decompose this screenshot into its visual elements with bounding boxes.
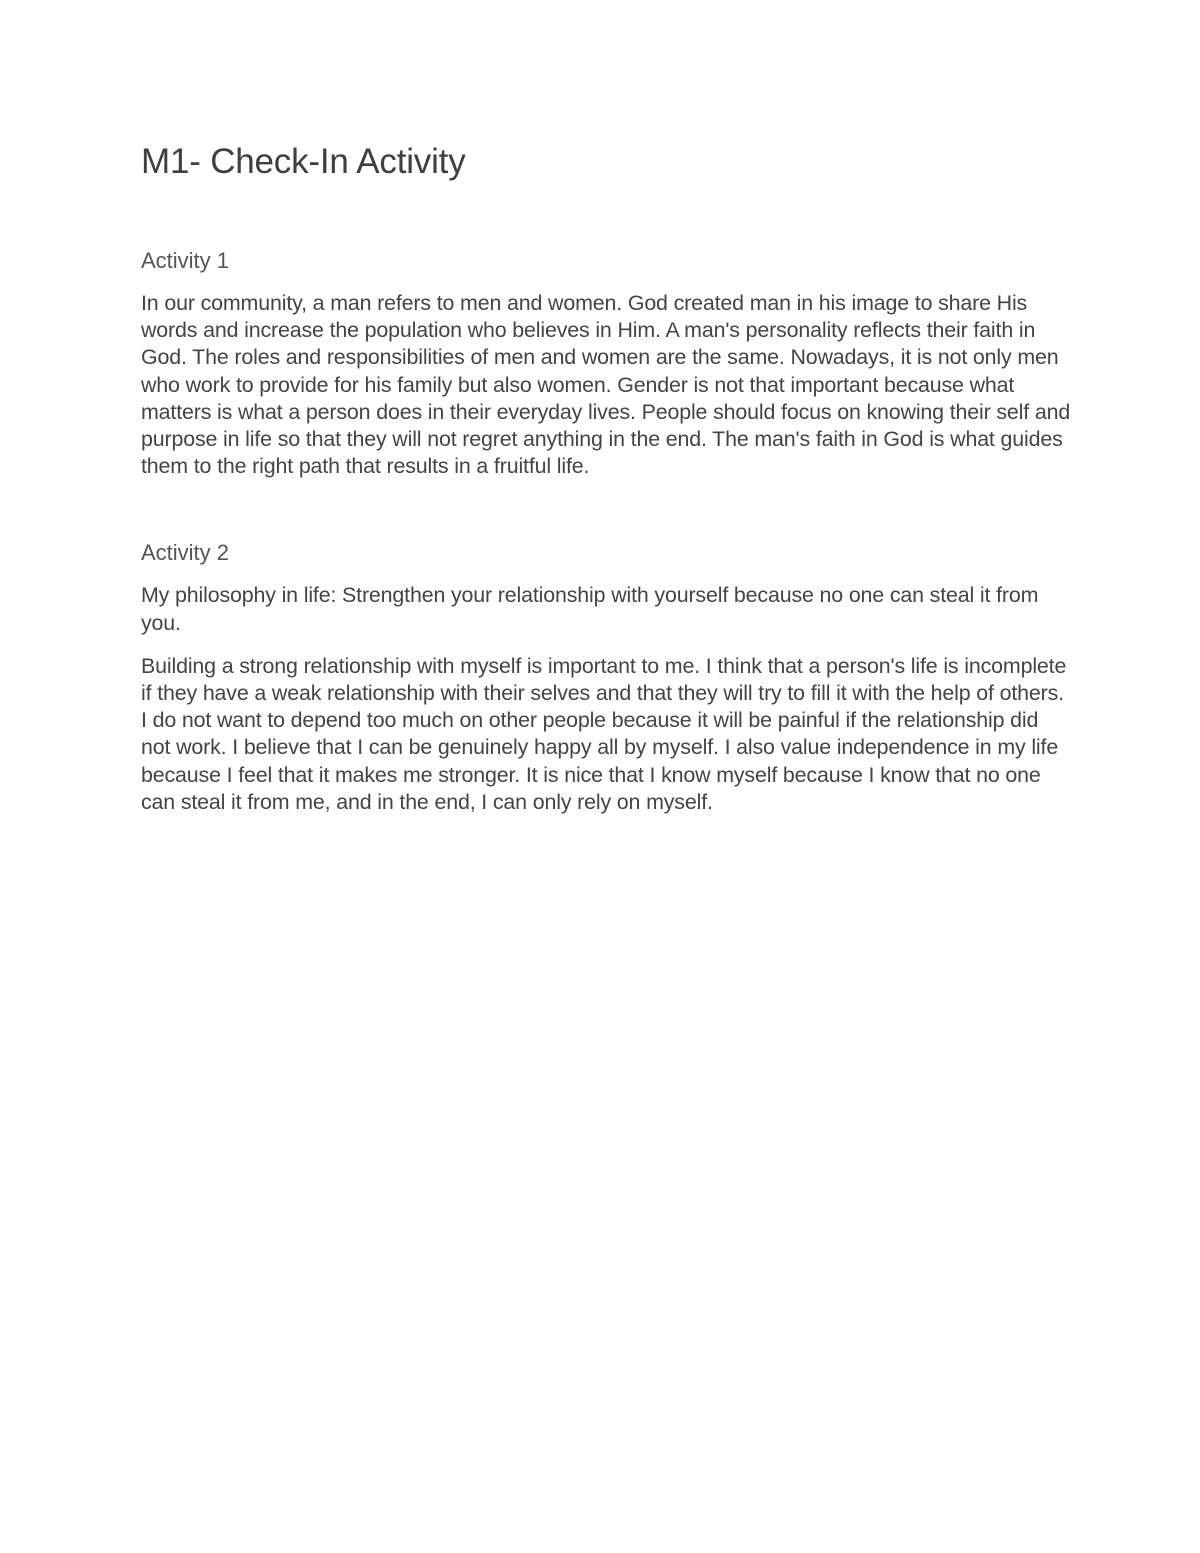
activity-1-section bbox=[141, 246, 1071, 480]
activity-2-heading: Activity 2 bbox=[141, 540, 230, 566]
activity-1-paragraph: In our community, a man refers to men and women. God created man in his image to share His words and increase the population who believes in Him. A man's personality reflects their faith in God. The roles and responsibilities of men and women are the same. Nowadays, it is not only men who work to provide for his family but also women. Gender is not that important because what matters is what a person does in their everyday lives. People should focus on knowing their self and purpose in life so that they will not regret anything in the end. The man's faith in God is what guides them to the right path that results in a fruitful life. bbox=[141, 291, 1071, 479]
document-title: M1- Check-In Activity bbox=[141, 142, 466, 181]
activity-2-philosophy-paragraph: My philosophy in life: Strengthen your relationship with yourself because no one can steal it from you. bbox=[141, 583, 1039, 635]
activity-2-section bbox=[141, 538, 1071, 816]
activity-2-body-paragraph: Building a strong relationship with myself is important to me. I think that a person's life is incomplete if they have a weak relationship with their selves and that they will try to fill it with the help of others. I do not want to depend too much on other people because it will be painful if the relationship did not work. I believe that I can be genuinely happy all by myself. I also value independence in my life because I feel that it makes me stronger. It is nice that I know myself because I know that no one can steal it from me, and in the end, I can only rely on myself. bbox=[141, 653, 1067, 814]
activity-1-heading: Activity 1 bbox=[141, 248, 230, 273]
document-content bbox=[141, 140, 1071, 832]
